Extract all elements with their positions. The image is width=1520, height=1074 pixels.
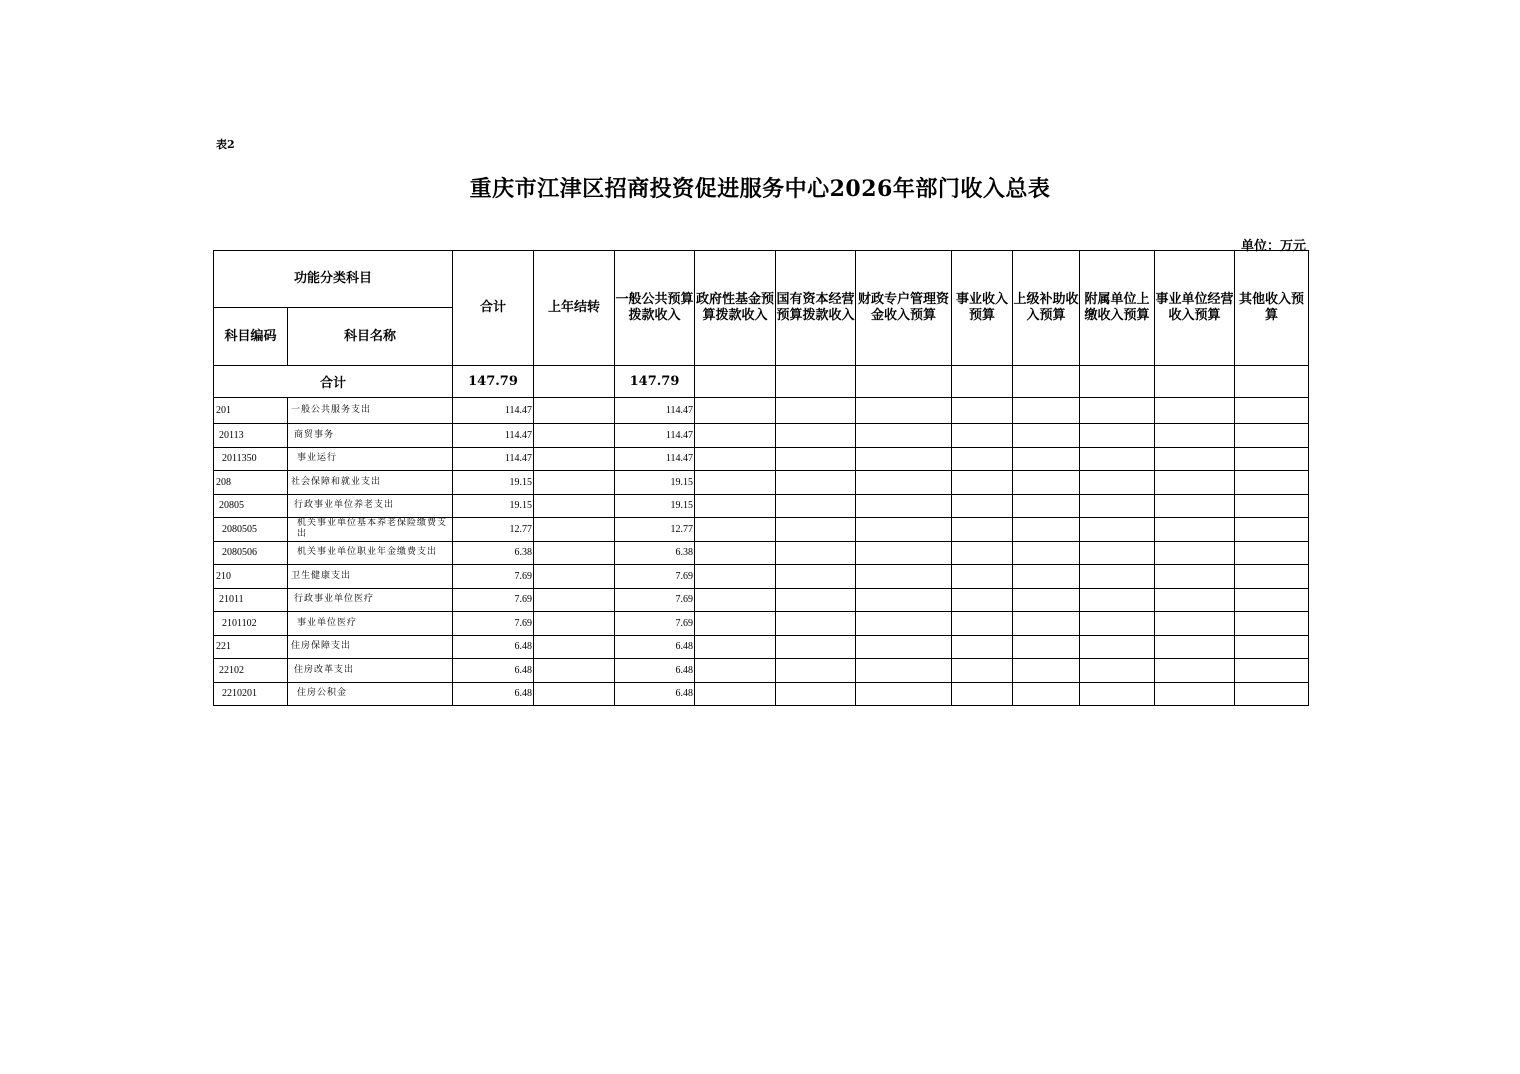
- row-state-capital: [776, 424, 856, 448]
- row-special-account: [856, 518, 952, 542]
- row-total: 6.48: [453, 682, 534, 706]
- row-superior-subsidy: [1013, 471, 1080, 495]
- row-other-income: [1235, 471, 1309, 495]
- row-name: 事业运行: [288, 447, 453, 471]
- row-total: 19.15: [453, 471, 534, 495]
- row-general-budget: 114.47: [615, 398, 695, 424]
- row-code: 2101102: [214, 612, 288, 636]
- row-code: 2080506: [214, 541, 288, 565]
- header-general-budget: 一般公共预算拨款收入: [615, 251, 695, 366]
- row-other-income: [1235, 612, 1309, 636]
- row-business-income: [952, 494, 1013, 518]
- row-gov-fund: [695, 682, 776, 706]
- row-other-income: [1235, 494, 1309, 518]
- row-carryover: [534, 612, 615, 636]
- row-special-account: [856, 447, 952, 471]
- header-row-1: [214, 251, 1309, 308]
- row-total: 6.38: [453, 541, 534, 565]
- total-label: 合计: [214, 366, 453, 398]
- row-other-income: [1235, 682, 1309, 706]
- row-operating-income: [1155, 612, 1235, 636]
- header-special-account: 财政专户管理资金收入预算: [856, 251, 952, 366]
- row-carryover: [534, 518, 615, 542]
- row-operating-income: [1155, 565, 1235, 589]
- row-name: 机关事业单位职业年金缴费支出: [288, 541, 453, 565]
- header-function-classification: 功能分类科目: [214, 251, 453, 308]
- row-special-account: [856, 659, 952, 683]
- row-general-budget: 6.48: [615, 635, 695, 659]
- unit-label: 单位：万元: [1240, 239, 1306, 254]
- row-state-capital: [776, 635, 856, 659]
- row-superior-subsidy: [1013, 424, 1080, 448]
- row-state-capital: [776, 659, 856, 683]
- row-affiliated: [1080, 471, 1155, 495]
- row-business-income: [952, 541, 1013, 565]
- row-business-income: [952, 588, 1013, 612]
- row-carryover: [534, 398, 615, 424]
- row-state-capital: [776, 447, 856, 471]
- row-code: 221: [214, 635, 288, 659]
- table-row: [214, 659, 1309, 683]
- row-code: 21011: [214, 588, 288, 612]
- row-carryover: [534, 471, 615, 495]
- row-gov-fund: [695, 612, 776, 636]
- header-gov-fund: 政府性基金预算拨款收入: [695, 251, 776, 366]
- row-special-account: [856, 682, 952, 706]
- row-business-income: [952, 398, 1013, 424]
- total-row: [214, 366, 1309, 398]
- row-total: 7.69: [453, 565, 534, 589]
- row-other-income: [1235, 659, 1309, 683]
- header-total: 合计: [453, 251, 534, 366]
- row-operating-income: [1155, 588, 1235, 612]
- row-operating-income: [1155, 635, 1235, 659]
- row-carryover: [534, 541, 615, 565]
- empty-cell: [776, 366, 856, 398]
- row-other-income: [1235, 447, 1309, 471]
- row-affiliated: [1080, 682, 1155, 706]
- row-superior-subsidy: [1013, 682, 1080, 706]
- row-total: 7.69: [453, 588, 534, 612]
- row-operating-income: [1155, 494, 1235, 518]
- empty-cell: [856, 366, 952, 398]
- row-name: 机关事业单位基本养老保险缴费支出: [288, 518, 453, 542]
- header-state-capital: 国有资本经营预算拨款收入: [776, 251, 856, 366]
- row-name: 社会保障和就业支出: [288, 471, 453, 495]
- row-name: 商贸事务: [288, 424, 453, 448]
- row-gov-fund: [695, 494, 776, 518]
- table-number: 表2: [216, 138, 235, 151]
- row-affiliated: [1080, 518, 1155, 542]
- row-superior-subsidy: [1013, 447, 1080, 471]
- row-code: 22102: [214, 659, 288, 683]
- row-gov-fund: [695, 635, 776, 659]
- row-general-budget: 19.15: [615, 494, 695, 518]
- row-special-account: [856, 541, 952, 565]
- row-superior-subsidy: [1013, 635, 1080, 659]
- row-total: 114.47: [453, 447, 534, 471]
- row-affiliated: [1080, 541, 1155, 565]
- row-affiliated: [1080, 659, 1155, 683]
- row-code: 20113: [214, 424, 288, 448]
- row-gov-fund: [695, 471, 776, 495]
- row-superior-subsidy: [1013, 494, 1080, 518]
- row-general-budget: 6.48: [615, 659, 695, 683]
- row-carryover: [534, 565, 615, 589]
- row-carryover: [534, 635, 615, 659]
- row-special-account: [856, 612, 952, 636]
- row-code: 2011350: [214, 447, 288, 471]
- page-title: 重庆市江津区招商投资促进服务中心2026年部门收入总表: [469, 176, 1051, 202]
- row-business-income: [952, 659, 1013, 683]
- row-business-income: [952, 635, 1013, 659]
- row-other-income: [1235, 424, 1309, 448]
- empty-cell: [1013, 366, 1080, 398]
- row-general-budget: 12.77: [615, 518, 695, 542]
- row-operating-income: [1155, 471, 1235, 495]
- table-row: [214, 447, 1309, 471]
- row-other-income: [1235, 518, 1309, 542]
- table-row: [214, 541, 1309, 565]
- row-other-income: [1235, 565, 1309, 589]
- row-carryover: [534, 682, 615, 706]
- row-special-account: [856, 471, 952, 495]
- row-total: 114.47: [453, 424, 534, 448]
- row-code: 210: [214, 565, 288, 589]
- row-general-budget: 114.47: [615, 424, 695, 448]
- row-state-capital: [776, 541, 856, 565]
- table-row: [214, 494, 1309, 518]
- row-operating-income: [1155, 682, 1235, 706]
- row-affiliated: [1080, 424, 1155, 448]
- row-operating-income: [1155, 518, 1235, 542]
- row-operating-income: [1155, 541, 1235, 565]
- row-name: 住房公积金: [288, 682, 453, 706]
- row-code: 208: [214, 471, 288, 495]
- row-name: 住房保障支出: [288, 635, 453, 659]
- row-superior-subsidy: [1013, 588, 1080, 612]
- row-carryover: [534, 659, 615, 683]
- row-affiliated: [1080, 398, 1155, 424]
- empty-cell: [534, 366, 615, 398]
- row-other-income: [1235, 588, 1309, 612]
- row-special-account: [856, 424, 952, 448]
- row-other-income: [1235, 635, 1309, 659]
- row-superior-subsidy: [1013, 659, 1080, 683]
- row-affiliated: [1080, 565, 1155, 589]
- row-name: 卫生健康支出: [288, 565, 453, 589]
- row-superior-subsidy: [1013, 565, 1080, 589]
- row-total: 19.15: [453, 494, 534, 518]
- row-operating-income: [1155, 447, 1235, 471]
- table-row: [214, 471, 1309, 495]
- row-other-income: [1235, 541, 1309, 565]
- row-general-budget: 7.69: [615, 565, 695, 589]
- empty-cell: [1155, 366, 1235, 398]
- row-affiliated: [1080, 494, 1155, 518]
- row-general-budget: 7.69: [615, 612, 695, 636]
- row-code: 201: [214, 398, 288, 424]
- table-row: [214, 398, 1309, 424]
- row-business-income: [952, 518, 1013, 542]
- row-business-income: [952, 612, 1013, 636]
- row-superior-subsidy: [1013, 518, 1080, 542]
- header-superior-subsidy: 上级补助收入预算: [1013, 251, 1080, 366]
- row-state-capital: [776, 518, 856, 542]
- row-state-capital: [776, 612, 856, 636]
- row-special-account: [856, 565, 952, 589]
- total-value: 147.79: [453, 366, 534, 398]
- row-business-income: [952, 424, 1013, 448]
- row-general-budget: 6.48: [615, 682, 695, 706]
- row-gov-fund: [695, 588, 776, 612]
- row-name: 住房改革支出: [288, 659, 453, 683]
- row-code: 2210201: [214, 682, 288, 706]
- row-state-capital: [776, 588, 856, 612]
- row-general-budget: 6.38: [615, 541, 695, 565]
- row-state-capital: [776, 565, 856, 589]
- row-business-income: [952, 471, 1013, 495]
- row-total: 6.48: [453, 659, 534, 683]
- row-business-income: [952, 447, 1013, 471]
- table-row: [214, 588, 1309, 612]
- row-general-budget: 19.15: [615, 471, 695, 495]
- row-code: 20805: [214, 494, 288, 518]
- row-special-account: [856, 588, 952, 612]
- row-superior-subsidy: [1013, 398, 1080, 424]
- row-gov-fund: [695, 424, 776, 448]
- row-state-capital: [776, 471, 856, 495]
- row-superior-subsidy: [1013, 612, 1080, 636]
- row-affiliated: [1080, 447, 1155, 471]
- table-row: [214, 635, 1309, 659]
- row-name: 行政事业单位医疗: [288, 588, 453, 612]
- row-gov-fund: [695, 398, 776, 424]
- row-affiliated: [1080, 612, 1155, 636]
- row-state-capital: [776, 494, 856, 518]
- row-total: 114.47: [453, 398, 534, 424]
- header-business-income: 事业收入预算: [952, 251, 1013, 366]
- row-operating-income: [1155, 424, 1235, 448]
- table-row: [214, 612, 1309, 636]
- table-row: [214, 424, 1309, 448]
- row-name: 行政事业单位养老支出: [288, 494, 453, 518]
- empty-cell: [952, 366, 1013, 398]
- row-carryover: [534, 424, 615, 448]
- row-business-income: [952, 565, 1013, 589]
- row-total: 7.69: [453, 612, 534, 636]
- row-gov-fund: [695, 518, 776, 542]
- table-body: [214, 251, 1309, 706]
- row-gov-fund: [695, 659, 776, 683]
- empty-cell: [1235, 366, 1309, 398]
- row-carryover: [534, 494, 615, 518]
- row-state-capital: [776, 398, 856, 424]
- row-operating-income: [1155, 659, 1235, 683]
- row-operating-income: [1155, 398, 1235, 424]
- row-general-budget: 114.47: [615, 447, 695, 471]
- row-carryover: [534, 588, 615, 612]
- table-row: [214, 518, 1309, 542]
- row-name: 事业单位医疗: [288, 612, 453, 636]
- header-other-income: 其他收入预算: [1235, 251, 1309, 366]
- header-name: 科目名称: [288, 308, 453, 366]
- row-gov-fund: [695, 447, 776, 471]
- row-business-income: [952, 682, 1013, 706]
- row-affiliated: [1080, 635, 1155, 659]
- row-total: 6.48: [453, 635, 534, 659]
- header-code: 科目编码: [214, 308, 288, 366]
- row-special-account: [856, 635, 952, 659]
- row-code: 2080505: [214, 518, 288, 542]
- header-carryover: 上年结转: [534, 251, 615, 366]
- row-carryover: [534, 447, 615, 471]
- row-name: 一般公共服务支出: [288, 398, 453, 424]
- row-state-capital: [776, 682, 856, 706]
- empty-cell: [1080, 366, 1155, 398]
- row-general-budget: 7.69: [615, 588, 695, 612]
- row-total: 12.77: [453, 518, 534, 542]
- header-operating-income: 事业单位经营收入预算: [1155, 251, 1235, 366]
- row-gov-fund: [695, 565, 776, 589]
- income-summary-table: [213, 250, 1309, 706]
- header-affiliated: 附属单位上缴收入预算: [1080, 251, 1155, 366]
- empty-cell: [695, 366, 776, 398]
- table-row: [214, 565, 1309, 589]
- row-special-account: [856, 494, 952, 518]
- row-other-income: [1235, 398, 1309, 424]
- row-special-account: [856, 398, 952, 424]
- row-affiliated: [1080, 588, 1155, 612]
- row-gov-fund: [695, 541, 776, 565]
- row-superior-subsidy: [1013, 541, 1080, 565]
- table-row: [214, 682, 1309, 706]
- total-general-budget: 147.79: [615, 366, 695, 398]
